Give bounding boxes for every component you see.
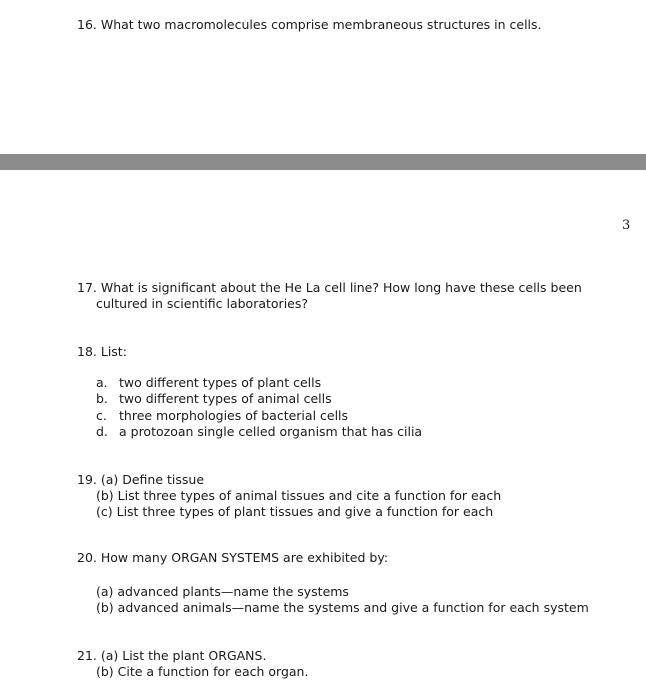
question-17-line-1: 17. What is significant about the He La cell line? How long have these cells been xyxy=(77,280,582,295)
question-20-b: (b) advanced animals—name the systems and give a function for each system xyxy=(96,600,589,615)
item-label: c. xyxy=(96,408,107,423)
item-label: b. xyxy=(96,391,108,406)
item-text: two different types of plant cells xyxy=(119,375,322,390)
question-21-a: 21. (a) List the plant ORGANS. xyxy=(77,648,267,663)
question-17-line-2: cultured in scientific laboratories? xyxy=(96,296,308,311)
item-label: a. xyxy=(96,375,108,390)
item-text: a protozoan single celled organism that has cilia xyxy=(119,424,423,439)
page-divider xyxy=(0,154,646,170)
item-text: two different types of animal cells xyxy=(119,391,332,406)
question-19-c: (c) List three types of plant tissues and give a function for each xyxy=(96,504,494,519)
question-20-a: (a) advanced plants—name the systems xyxy=(96,584,349,599)
question-18-item-c xyxy=(96,408,348,424)
question-18-item-b xyxy=(96,391,332,407)
question-20-title: 20. How many ORGAN SYSTEMS are exhibited by: xyxy=(77,550,389,565)
question-21-b: (b) Cite a function for each organ. xyxy=(96,664,309,679)
question-18-item-d xyxy=(96,424,422,440)
question-19-b: (b) List three types of animal tissues and cite a function for each xyxy=(96,488,502,503)
item-text: three morphologies of bacterial cells xyxy=(119,408,349,423)
question-16: 16. What two macromolecules comprise membraneous structures in cells. xyxy=(77,17,542,32)
page-number: 3 xyxy=(622,218,631,233)
question-18-item-a xyxy=(96,375,321,391)
question-18-title: 18. List: xyxy=(77,344,127,359)
item-label: d. xyxy=(96,424,108,439)
question-19-a: 19. (a) Define tissue xyxy=(77,472,205,487)
